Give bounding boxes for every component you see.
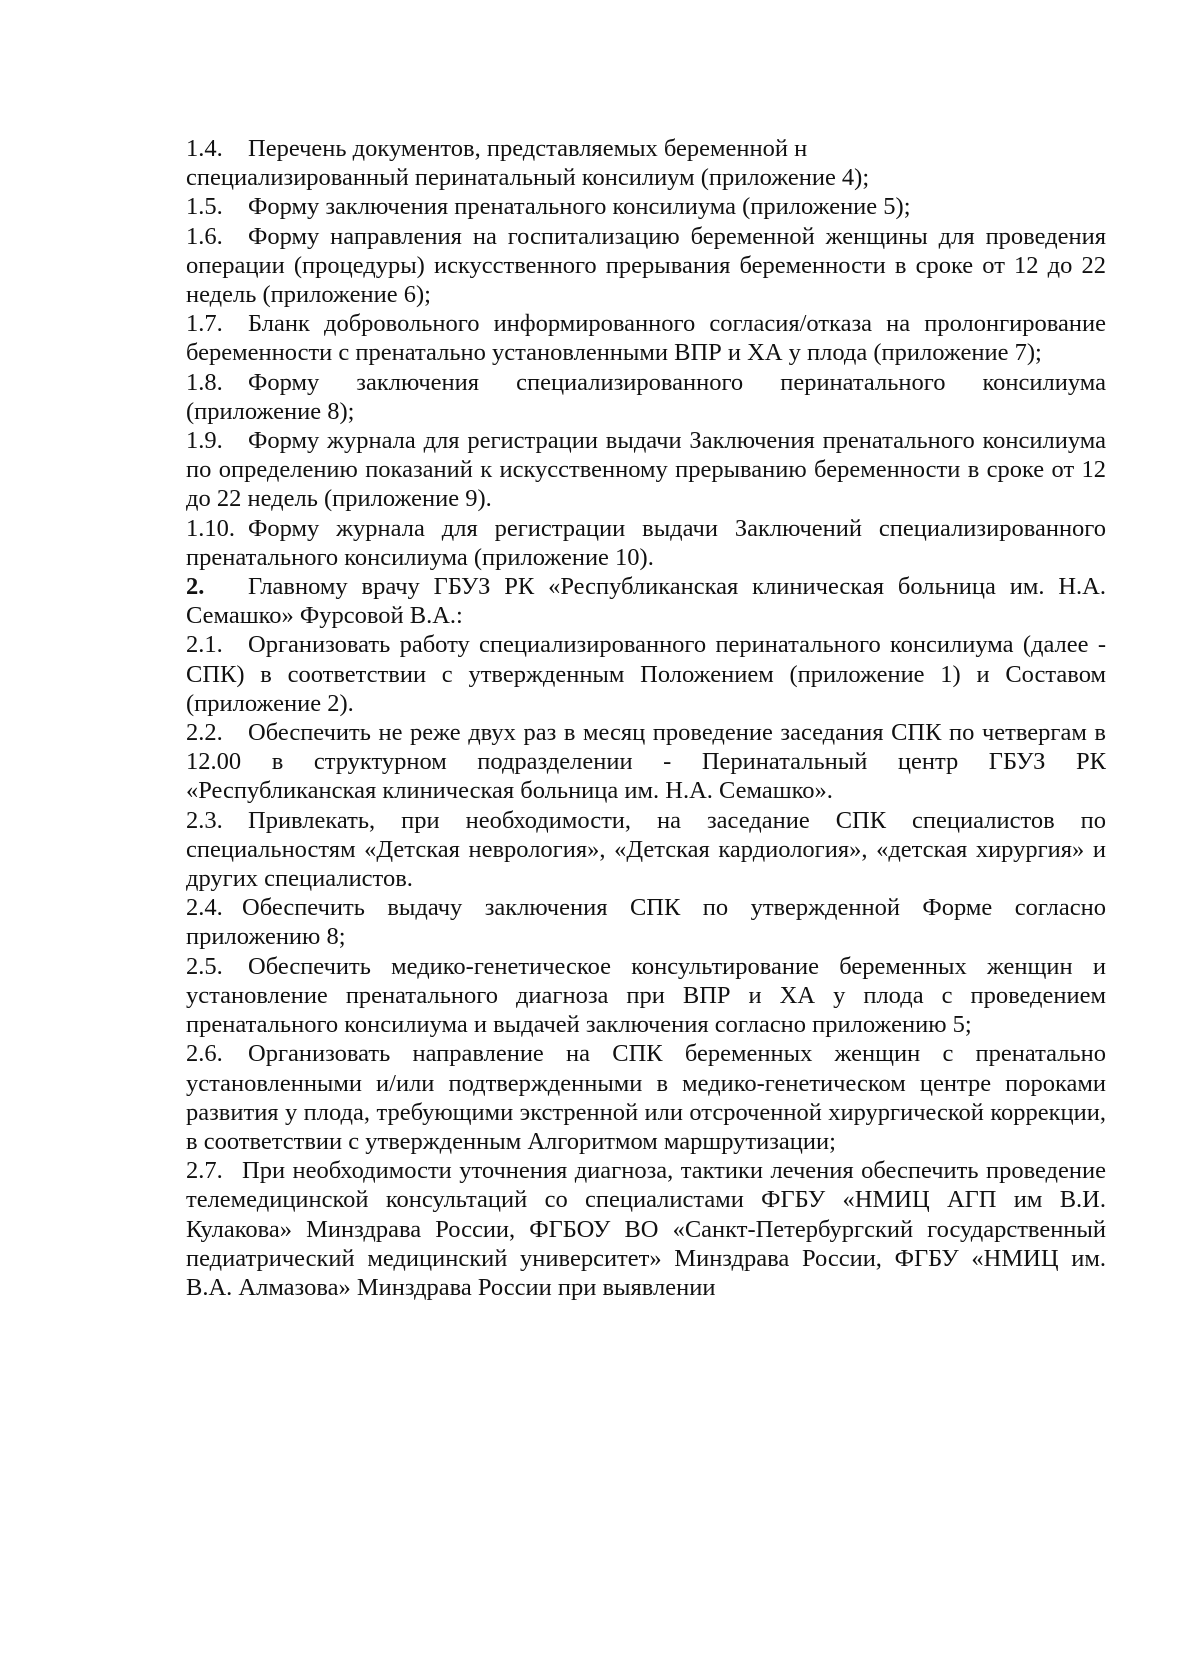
list-item-2-1 xyxy=(186,630,1106,718)
item-text: Обеспечить выдачу заключения СПК по утвержденной Форме согласно приложению 8; xyxy=(186,894,1106,951)
list-item-2-5 xyxy=(186,952,1106,1040)
item-number: 1.10. xyxy=(186,514,235,542)
item-text: Организовать направление на СПК беременных женщин с пренатально установленными и/или подтвержденными в медико-генетическом центре пороками развития у плода, требующими экстренной или отсроченной хирургической коррекции, в соответствии с утвержденным Алгоритмом маршрутизации; xyxy=(186,1040,1106,1155)
item-number: 1.9. xyxy=(186,427,223,455)
list-item-2-2 xyxy=(186,718,1106,806)
item-number: 1.8. xyxy=(186,368,223,396)
item-number: 1.4. xyxy=(186,135,223,162)
item-text: Перечень документов, представляемых беременной н xyxy=(248,135,808,162)
item-number: 2.6. xyxy=(186,1040,223,1068)
list-item-2-6 xyxy=(186,1039,1106,1156)
item-text: Организовать работу специализированного перинатального консилиума (далее - СПК) в соответствии с утвержденным Положением (приложение 1) и Составом (приложение 2). xyxy=(186,631,1106,717)
item-text: Форму заключения пренатального консилиума (приложение 5); xyxy=(248,193,911,221)
item-number: 1.7. xyxy=(186,310,223,338)
document-page xyxy=(186,134,1106,1302)
list-item-2-4 xyxy=(186,893,1106,951)
item-number: 2.7. xyxy=(186,1157,223,1185)
list-item-1-4 xyxy=(186,134,1106,192)
item-text: Главному врачу ГБУЗ РК «Республиканская клиническая больница им. Н.А. Семашко» Фурсовой В.А.: xyxy=(186,573,1106,630)
list-item-1-5 xyxy=(186,192,1106,221)
item-number: 2.2. xyxy=(186,719,223,747)
item-text: Привлекать, при необходимости, на заседание СПК специалистов по специальностям «Детская неврология», «Детская кардиология», «детская хирургия» и других специалистов. xyxy=(186,806,1106,893)
item-number: 2.4. xyxy=(186,894,223,922)
item-text: Форму заключения специализированного перинатального консилиума (приложение 8); xyxy=(186,368,1106,425)
item-text: Форму направления на госпитализацию беременной женщины для проведения операции (процедуры) искусственного прерывания беременности в сроке от 12 до 22 недель (приложение 6); xyxy=(186,222,1106,309)
list-item-2 xyxy=(186,572,1106,630)
item-text: Обеспечить не реже двух раз в месяц проведение заседания СПК по четвергам в 12.00 в структурном подразделении - Перинатальный центр ГБУЗ РК «Республиканская клиническая больница им. Н.А. Семашко». xyxy=(186,719,1106,805)
list-item-1-8 xyxy=(186,368,1106,426)
item-text: Бланк добровольного информированного согласия/отказа на пролонгирование беременности с пренатально установленными ВПР и ХА у плода (приложение 7); xyxy=(186,310,1106,367)
list-item-2-7 xyxy=(186,1156,1106,1302)
list-item-1-7 xyxy=(186,309,1106,367)
item-text: Обеспечить медико-генетическое консультирование беременных женщин и установление пренатального диагноза при ВПР и ХА у плода с проведением пренатального консилиума и выдачей заключения согласно приложению 5; xyxy=(186,952,1106,1039)
item-number: 1.5. xyxy=(186,193,223,221)
list-item-2-3 xyxy=(186,806,1106,894)
item-number: 2.5. xyxy=(186,952,223,980)
item-text: При необходимости уточнения диагноза, тактики лечения обеспечить проведение телемедицинской консультаций со специалистами ФГБУ «НМИЦ АГП им В.И. Кулакова» Минздрава России, ФГБОУ ВО «Санкт-Петербургский государственный педиатрический медицинский университет» Минздрава России, ФГБУ «НМИЦ им. В.А. Алмазова» Минздрава России при выявлении xyxy=(186,1157,1106,1301)
item-text: Форму журнала для регистрации выдачи Заключений специализированного пренатального консилиума (приложение 10). xyxy=(186,514,1106,571)
list-item-1-6 xyxy=(186,222,1106,310)
list-item-1-9 xyxy=(186,426,1106,514)
item-number: 2. xyxy=(186,573,205,601)
item-text-continuation: специализированный перинатальный консилиум (приложение 4); xyxy=(186,164,870,192)
item-number: 2.3. xyxy=(186,806,223,834)
item-number: 2.1. xyxy=(186,631,223,659)
list-item-1-10 xyxy=(186,514,1106,572)
item-number: 1.6. xyxy=(186,222,223,250)
item-text: Форму журнала для регистрации выдачи Заключения пренатального консилиума по определению показаний к искусственному прерыванию беременности в сроке от 12 до 22 недель (приложение 9). xyxy=(186,427,1106,513)
